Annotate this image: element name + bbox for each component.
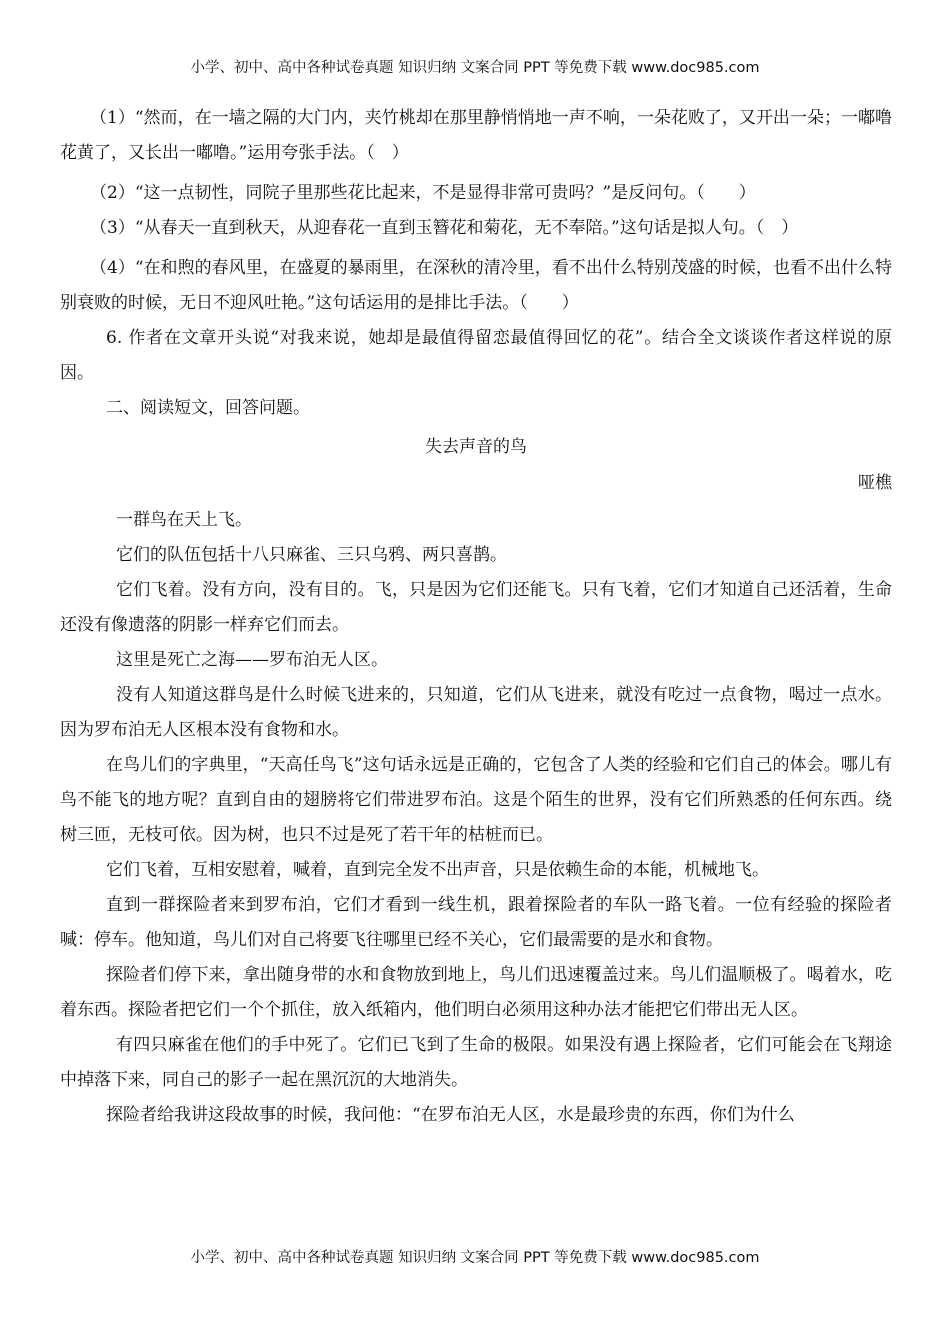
paragraph-7: 它们飞着，互相安慰着，喊着，直到完全发不出声音，只是依赖生命的本能，机械地飞。 [106,860,769,880]
paragraph-1: 一群鸟在天上飞。 [116,510,252,530]
paragraph-5: 没有人知道这群鸟是什么时候飞进来的，只知道，它们从飞进来，就没有吃过一点食物，喝过一点水。因为罗布泊无人区根本没有食物和水。 [60,685,892,740]
article-author: 哑樵 [858,473,892,493]
question-3: （3）“从春天一直到秋天，从迎春花一直到玉簪花和菊花，无不奉陪。”这句话是拟人句。（ ） [90,218,799,238]
paragraph-2: 它们的队伍包括十八只麻雀、三只乌鸦、两只喜鹊。 [116,545,507,565]
document-body [60,101,892,1133]
question-6: 6. 作者在文章开头说“对我来说，她却是最值得留恋最值得回忆的花”。结合全文谈谈作者这样说的原因。 [60,328,892,383]
paragraph-6: 在鸟儿们的字典里，“天高任鸟飞”这句话永远是正确的，它包含了人类的经验和它们自己的体会。哪儿有鸟不能飞的地方呢？直到自由的翅膀将它们带进罗布泊。这是个陌生的世界，没有它们所熟悉的任何东西。绕树三匝，无枝可依。因为树，也只不过是死了若干年的枯桩而已。 [60,755,892,845]
article-title: 失去声音的鸟 [425,437,527,457]
paragraph-4: 这里是死亡之海——罗布泊无人区。 [116,650,388,670]
question-2: （2）“这一点韧性，同院子里那些花比起来，不是显得非常可贵吗？”是反问句。（ ） [90,183,756,203]
page-header: 小学、初中、高中各种试卷真题 知识归纳 文案合同 PPT 等免费下载 www.doc985.com [190,60,760,76]
paragraph-9: 探险者们停下来，拿出随身带的水和食物放到地上，鸟儿们迅速覆盖过来。鸟儿们温顺极了。喝着水，吃着东西。探险者把它们一个个抓住，放入纸箱内，他们明白必须用这种办法才能把它们带出无人区。 [60,965,892,1020]
question-1: （1）“然而，在一墙之隔的大门内，夹竹桃却在那里静悄悄地一声不响，一朵花败了，又开出一朵；一嘟噜花黄了，又长出一嘟噜。”运用夸张手法。（ ） [60,108,892,163]
paragraph-3: 它们飞着。没有方向，没有目的。飞，只是因为它们还能飞。只有飞着，它们才知道自己还活着，生命还没有像遗落的阴影一样弃它们而去。 [60,580,892,635]
section-heading: 二、阅读短文，回答问题。 [106,398,310,418]
paragraph-10: 有四只麻雀在他们的手中死了。它们已飞到了生命的极限。如果没有遇上探险者，它们可能会在飞翔途中掉落下来，同自己的影子一起在黑沉沉的大地消失。 [60,1035,892,1090]
page-footer: 小学、初中、高中各种试卷真题 知识归纳 文案合同 PPT 等免费下载 www.doc985.com [190,1250,760,1266]
paragraph-8: 直到一群探险者来到罗布泊，它们才看到一线生机，跟着探险者的车队一路飞着。一位有经验的探险者喊：停车。他知道，鸟儿们对自己将要飞往哪里已经不关心，它们最需要的是水和食物。 [60,895,892,950]
paragraph-11: 探险者给我讲这段故事的时候，我问他：“在罗布泊无人区，水是最珍贵的东西，你们为什么 [106,1105,795,1125]
question-4: （4）“在和煦的春风里，在盛夏的暴雨里，在深秋的清冷里，看不出什么特别茂盛的时候，也看不出什么特别衰败的时候，无日不迎风吐艳。”这句话运用的是排比手法。（ ） [60,258,892,313]
